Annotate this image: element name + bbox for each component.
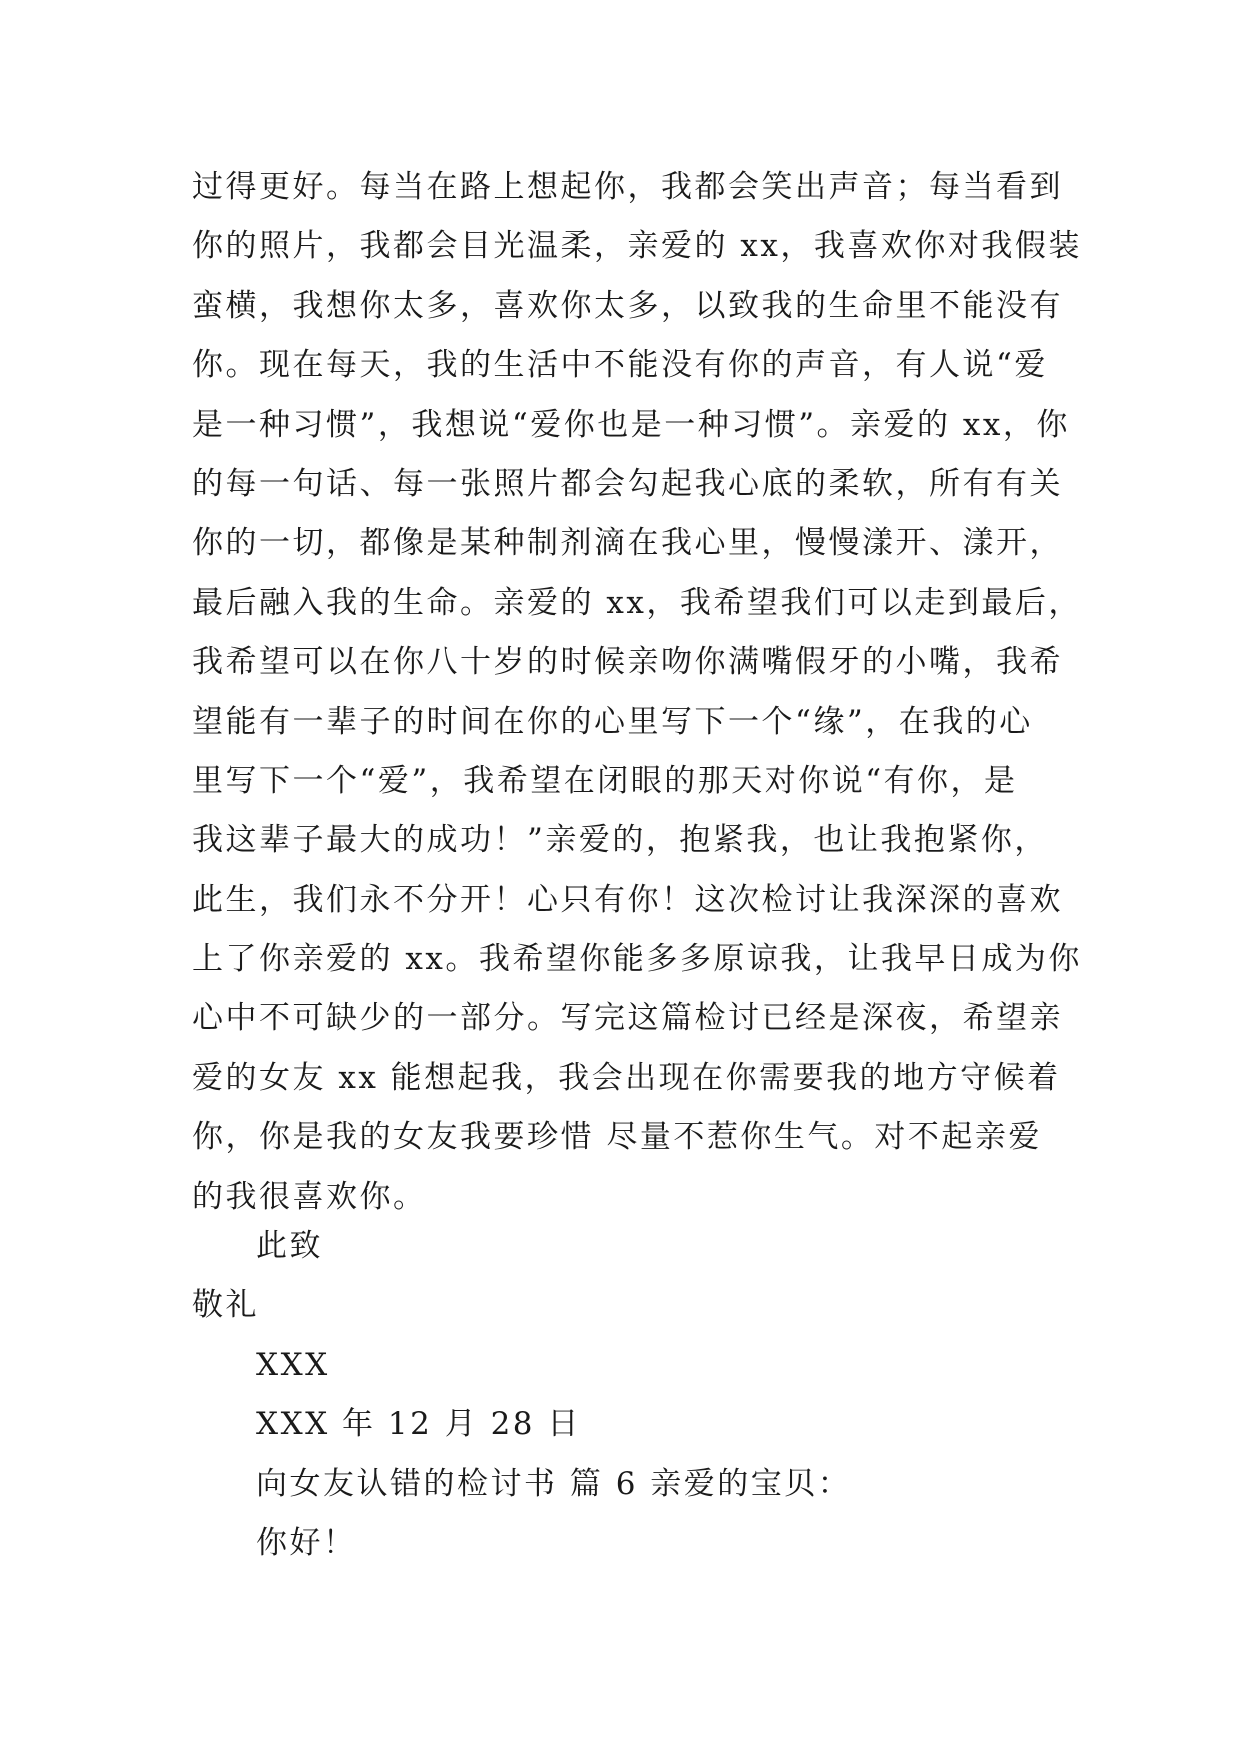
body-line: 最后融入我的生命。亲爱的 xx，我希望我们可以走到最后，	[192, 584, 1082, 621]
body-line: 你的一切，都像是某种制剂滴在我心里，慢慢漾开、漾开，	[192, 525, 1063, 562]
body-line: 爱的女友 xx 能想起我，我会出现在你需要我的地方守候着	[192, 1059, 1061, 1096]
body-line: 里写下一个“爱”，我希望在闭眼的那天对你说“有你，是	[192, 762, 1018, 799]
letter-date: XXX 年 12 月 28 日	[256, 1406, 581, 1443]
signature: XXX	[256, 1346, 330, 1383]
body-line: 你。现在每天，我的生活中不能没有你的声音，有人说“爱	[192, 347, 1048, 384]
body-line: 的我很喜欢你。	[192, 1178, 427, 1215]
body-line: 你的照片，我都会目光温柔，亲爱的 xx，我喜欢你对我假装	[192, 228, 1082, 265]
body-line: 我希望可以在你八十岁的时候亲吻你满嘴假牙的小嘴，我希	[192, 644, 1063, 681]
body-line: 上了你亲爱的 xx。我希望你能多多原谅我，让我早日成为你	[192, 941, 1082, 978]
letter-closing	[192, 1217, 1067, 1573]
closing-respect: 敬礼	[192, 1287, 259, 1324]
body-line: 是一种习惯”，我想说“爱你也是一种习惯”。亲爱的 xx，你	[192, 406, 1070, 443]
body-line: 此生，我们永不分开！心只有你！这次检讨让我深深的喜欢	[192, 881, 1063, 918]
letter-body	[192, 158, 1082, 1227]
body-line: 我这辈子最大的成功！”亲爱的，抱紧我，也让我抱紧你，	[192, 822, 1048, 859]
body-line: 心中不可缺少的一部分。写完这篇检讨已经是深夜，希望亲	[192, 1000, 1063, 1037]
body-line: 望能有一辈子的时间在你的心里写下一个“缘”，在我的心	[192, 703, 1033, 740]
next-letter-title: 向女友认错的检讨书 篇 6 亲爱的宝贝：	[256, 1465, 852, 1502]
body-line: 蛮横，我想你太多，喜欢你太多，以致我的生命里不能没有	[192, 287, 1063, 324]
closing-salutation: 此致	[256, 1228, 323, 1264]
next-letter-greeting: 你好！	[256, 1524, 357, 1561]
body-line: 过得更好。每当在路上想起你，我都会笑出声音；每当看到	[192, 169, 1063, 205]
body-line: 的每一句话、每一张照片都会勾起我心底的柔软，所有有关	[192, 465, 1063, 502]
body-line: 你，你是我的女友我要珍惜 尽量不惹你生气。对不起亲爱	[192, 1119, 1042, 1156]
